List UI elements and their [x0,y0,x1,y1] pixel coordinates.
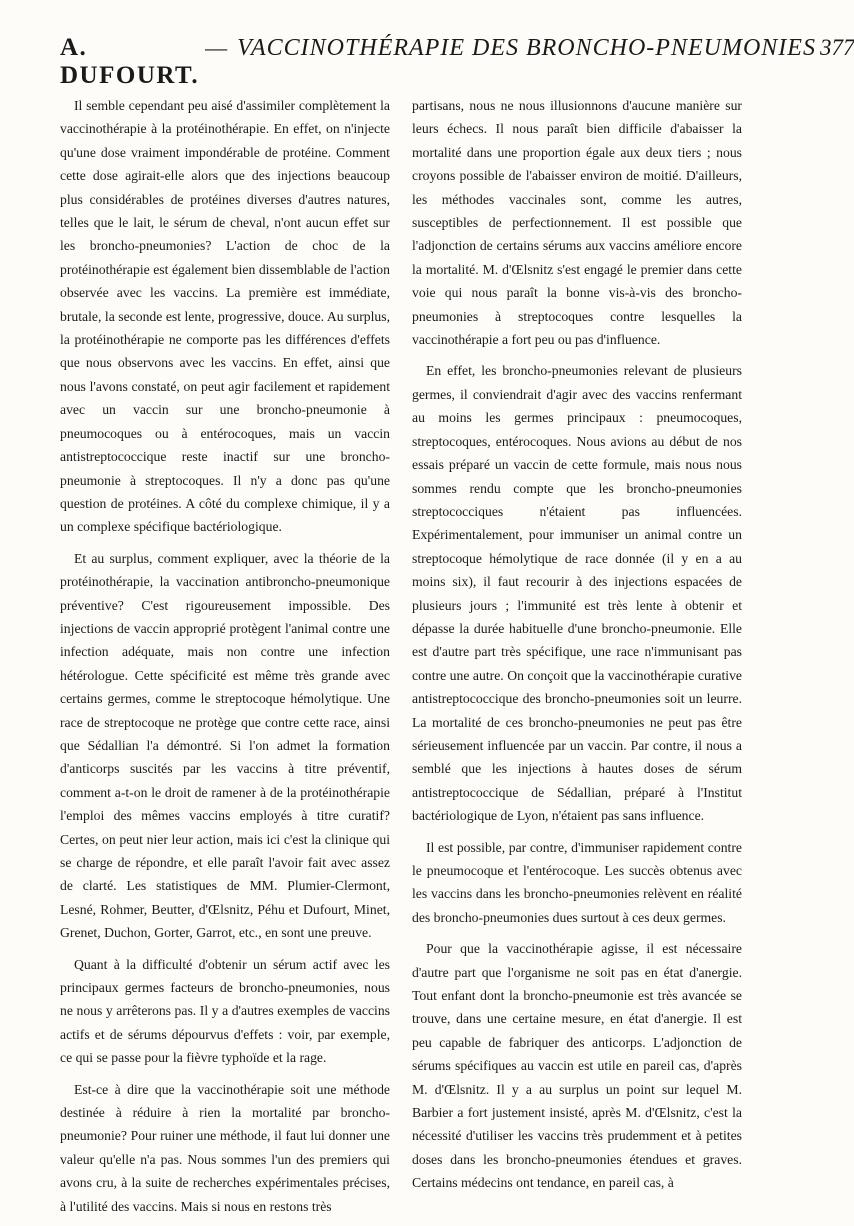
right-column [412,94,742,1226]
left-column [60,94,390,1226]
body-columns [60,94,742,1226]
paragraph-continued: partisans, nous ne nous illusionnons d'aucune manière sur leurs échecs. Il nous paraît bien difficile d'abaisser la mortalité dans une proportion égale aux deux tiers ; nous croyons possible de l'abaisser environ de moitié. D'ailleurs, les méthodes vaccinales sont, comme les autres, susceptibles de perfectionnement. Il est possible que l'adjonction de certains sérums aux vaccins améliore encore la mortalité. M. d'Œlsnitz s'est engagé le premier dans cette voie qui nous paraît la bonne vis-à-vis des broncho-pneumonies à streptocoques contre lesquelles la vaccinothérapie a fort peu ou pas d'influence. [412,98,742,348]
paragraph: Quant à la difficulté d'obtenir un sérum actif avec les principaux germes facteurs de broncho-pneumonies, nous ne nous y arrêterons pas. Il y a d'autres exemples de vaccins actifs et de sérums dépourvus d'effets : voir, par exemple, ce qui se passe pour la fièvre typhoïde et la rage. [60,956,390,1066]
running-title: VACCINOTHÉRAPIE DES BRONCHO-PNEUMONIES [237,35,816,61]
page-number: 377 [819,35,854,60]
paragraph: Et au surplus, comment expliquer, avec la théorie de la protéinothérapie, la vaccination antibroncho-pneumonique préventive? C'est rigoureusement impossible. Des injections de vaccin approprié protègent l'animal contre une infection adéquate, mais non contre une infection hétérologue. Cette spécificité est même très grande avec certains germes, comme le streptocoque hémolytique. Une race de streptocoque ne protège que contre cette race, ainsi que Sédallian l'a démontré. Si l'on admet la formation d'anticorps suscités par les vaccins à titre préventif, comment a-t-on le droit de ramener à de la protéinothérapie l'emploi des mêmes vaccins employés à titre curatif? Certes, on peut nier leur action, mais ici c'est la clinique qui se charge de répondre, et elle paraît l'avoir fait avec assez de clarté. Les statistiques de MM. Plumier-Clermont, Lesné, Rohmer, Beutter, d'Œlsnitz, Péhu et Dufourt, Minet, Grenet, Duchon, Gorter, Garrot, etc., en sont une preuve. [60,550,390,941]
paragraph: En effet, les broncho-pneumonies relevant de plusieurs germes, il conviendrait d'agir avec des vaccins renfermant au moins les germes principaux : pneumocoques, streptocoques, entérocoques. Nous avions au début de nos essais préparé un vaccin de cette formule, mais nous nous sommes rendu compte que les broncho-pneumonies streptococciques n'étaient pas influencées. Expérimentalement, pour immuniser un animal contre un streptocoque hémolytique de race donnée (il y en a au moins six), il faut recourir à des injections espacées de plusieurs jours ; l'immunité est très lente à obtenir et dépasse la durée habituelle d'une broncho-pneumonie. Elle est d'autre part très spécifique, une race n'immunisant pas contre une autre. On conçoit que la vaccinothérapie curative antistreptococcique des broncho-pneumonies soit un leurre. La mortalité de ces broncho-pneumonies ne peut pas être sérieusement influencée par un vaccin. Par contre, il nous a semblé que les injections à hautes doses de sérum antistreptococcique de Sédallian, préparé à l'Institut bactériologique de Lyon, n'étaient pas sans influence. [412,363,742,824]
paragraph: Est-ce à dire que la vaccinothérapie soit une méthode destinée à réduire à rien la mortalité par broncho-pneumonie? Pour ruiner une méthode, il faut lui donner une valeur qu'elle n'a pas. Nous sommes l'un des premiers qui avons cru, à la suite de recherches expérimentales précises, à l'utilité des vaccins. Mais si nous en restons très [60,1081,390,1214]
paragraph: Il semble cependant peu aisé d'assimiler complètement la vaccinothérapie à la protéinothérapie. En effet, on n'injecte qu'une dose vraiment impondérable de protéine. Comment cette dose agirait-elle alors que des injections beaucoup plus considérables de protéines diverses d'autres natures, telles que le lait, le sérum de cheval, n'ont aucun effet sur les broncho-pneumonies? L'action de choc de la protéinothérapie est également bien dissemblable de l'action observée avec les vaccins. La première est immédiate, brutale, la seconde est lente, progressive, douce. Au surplus, la protéinothérapie ne comporte pas les différences d'effets que nous observons avec les vaccins. En effet, ainsi que nous l'avons constaté, on peut agir facilement et rapidement avec un vaccin sur une broncho-pneumonie à pneumocoques ou à entérocoques, mais un vaccin antistreptococcique reste inactif sur une broncho-pneumonie à streptocoques. Il n'y a donc pas qu'une question de protéines. A côté du complexe chimique, il y a un complexe spécifique bactériologique. [60,98,390,535]
header-separator: — [205,35,228,60]
author-name: A. DUFOURT. [60,34,200,89]
paragraph: Il est possible, par contre, d'immuniser rapidement contre le pneumocoque et l'entérocoque. Les succès obtenus avec les vaccins dans les broncho-pneumonies relèvent en réalité des broncho-pneumonies dues surtout à ces deux germes. [412,839,742,925]
paragraph: Pour que la vaccinothérapie agisse, il est nécessaire d'autre part que l'organisme ne soit pas en état d'anergie. Tout enfant dont la broncho-pneumonie est très avancée se trouve, dans une certaine mesure, en état d'anergie. Il est peu capable de fabriquer des anticorps. L'adjonction de sérums spécifiques au vaccin est utile en pareil cas, d'après M. d'Œlsnitz. Il y a au surplus un point sur lequel M. Barbier a fort justement insisté, après M. d'Œlsnitz, c'est la nécessité d'utiliser les vaccins très prudemment et à petites doses dans les broncho-pneumonies étendues et graves. Certains médecins ont tendance, en pareil cas, à [412,941,742,1191]
running-header [60,34,854,89]
